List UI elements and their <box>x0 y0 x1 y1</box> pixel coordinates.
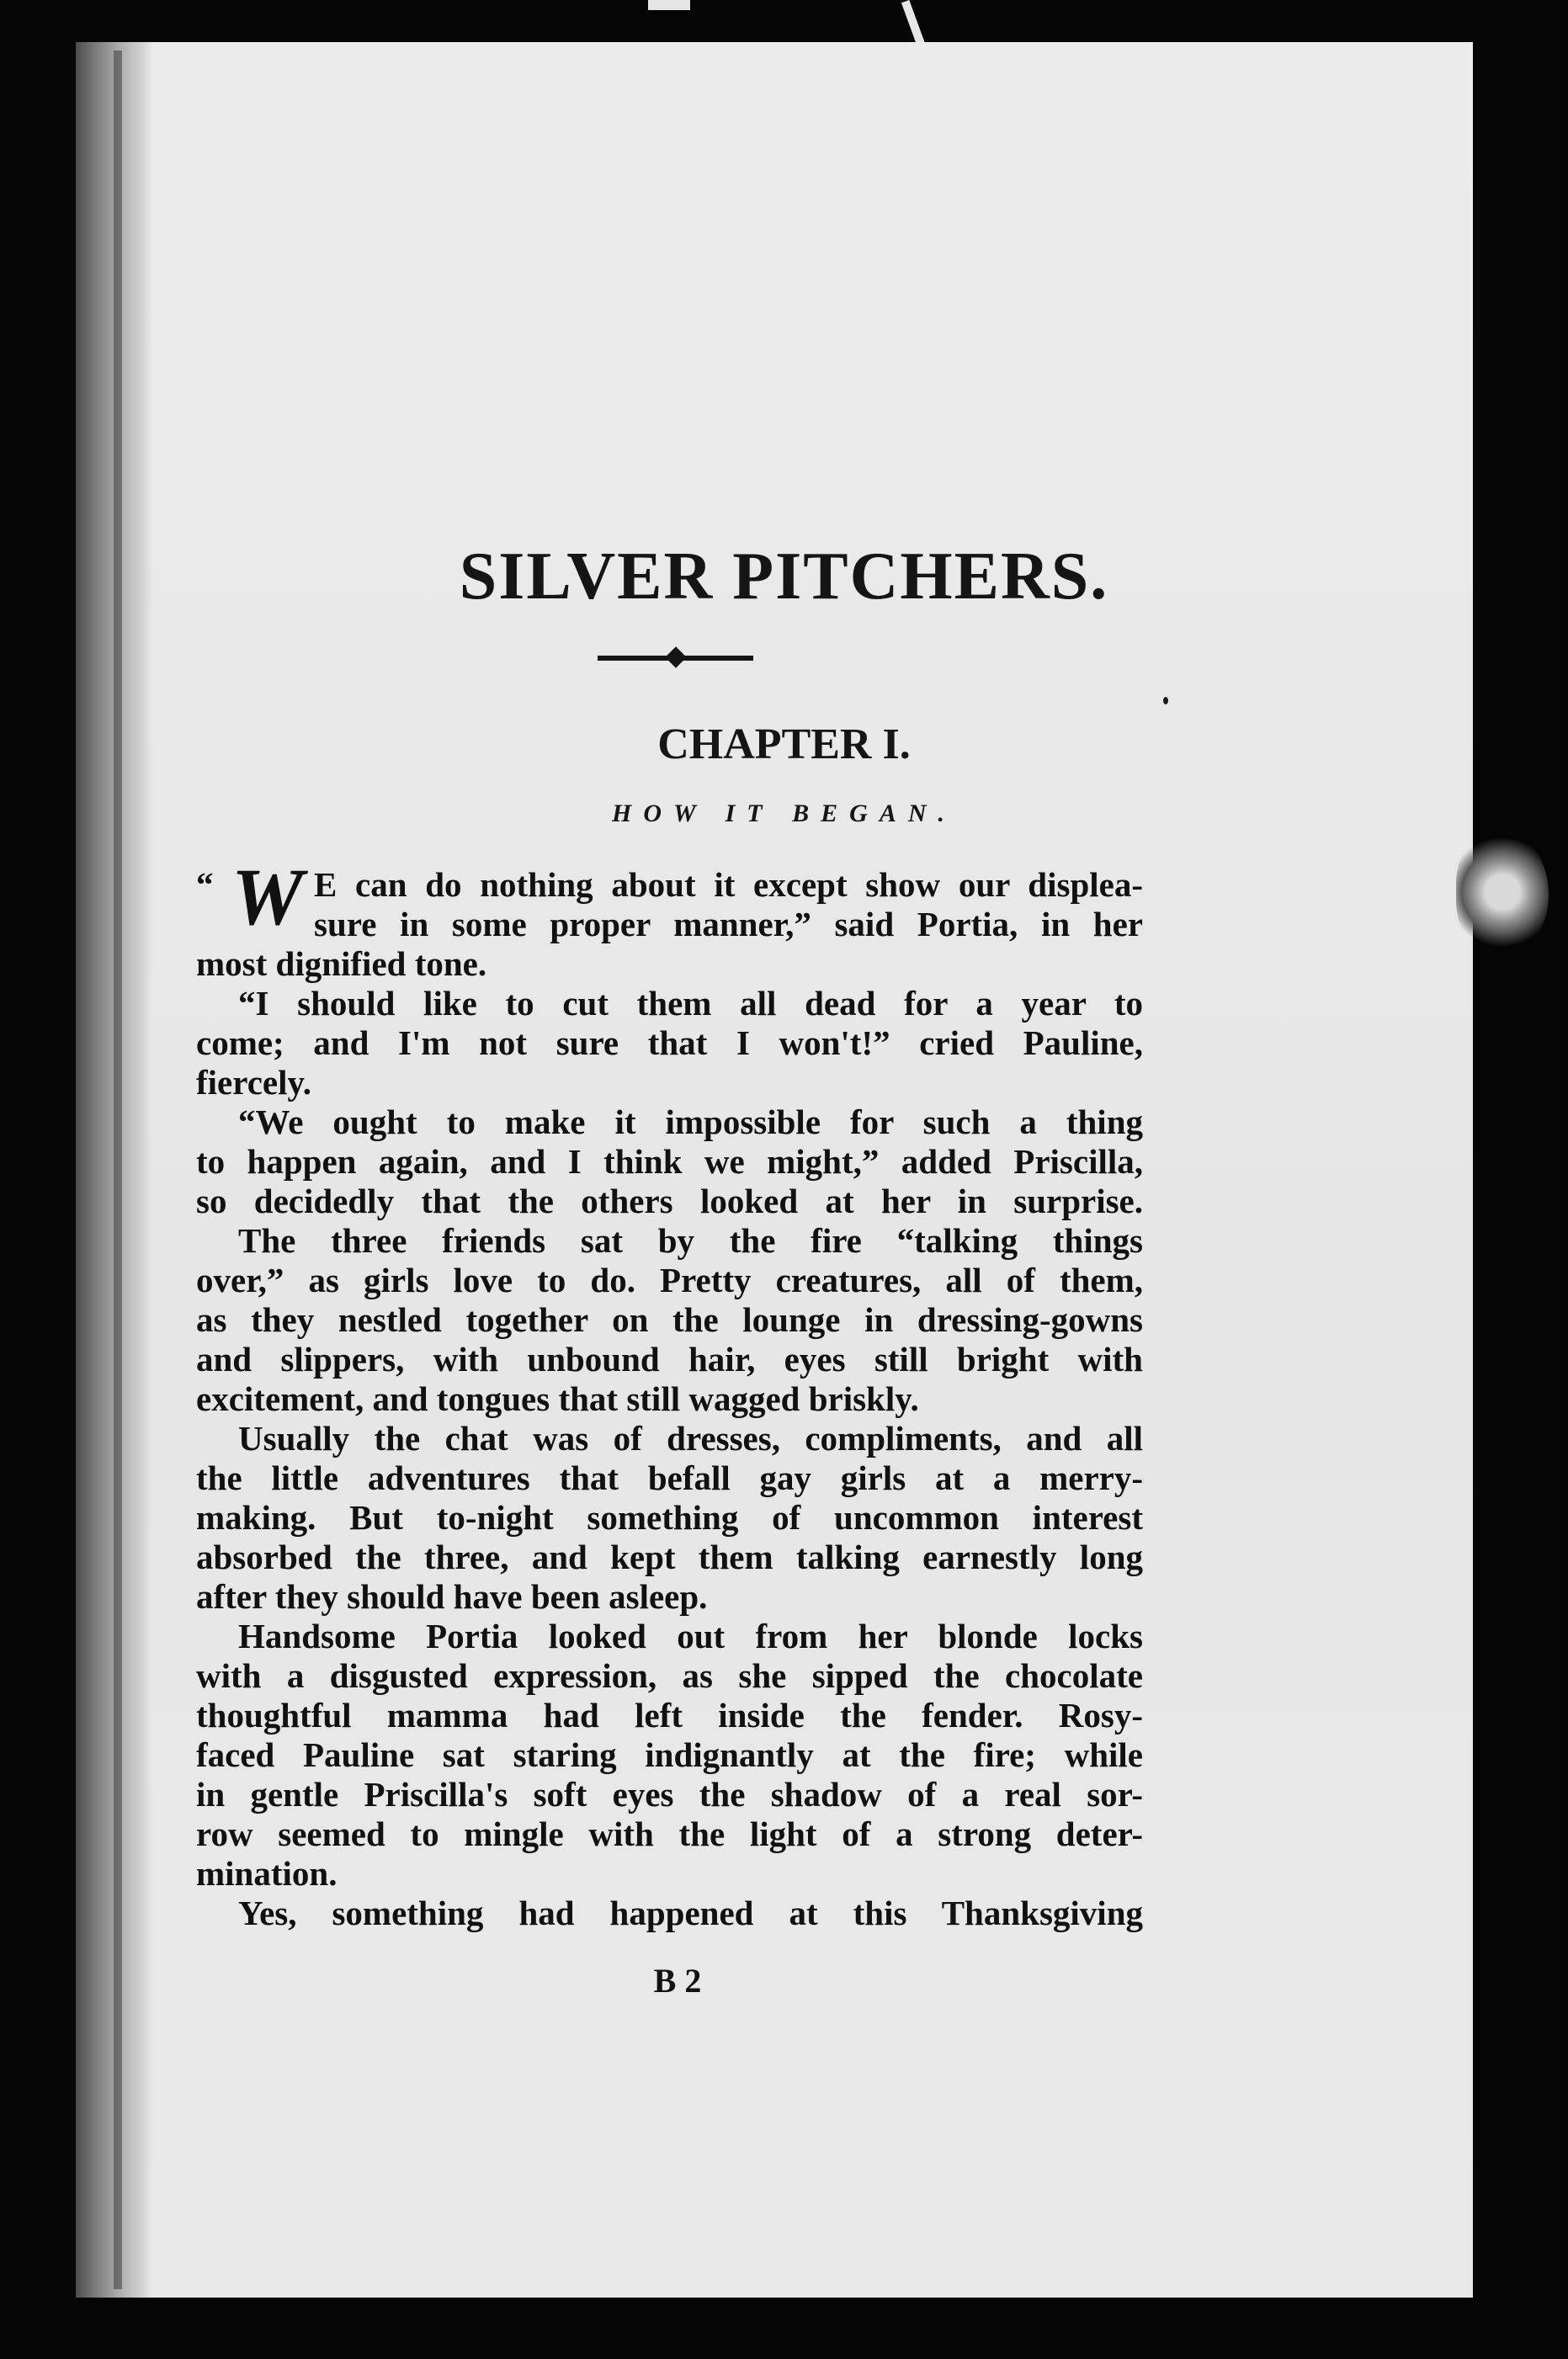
text-line: so decidedly that the others looked at her in surprise. <box>196 1182 1143 1220</box>
paper-damage-spot <box>1456 829 1549 955</box>
text-line: Usually the chat was of dresses, compliments, and all <box>238 1419 1143 1458</box>
text-line: come; and I'm not sure that I won't!” cried Pauline, <box>196 1023 1143 1062</box>
binding-edge <box>114 50 122 2289</box>
chapter-heading: CHAPTER I. <box>657 720 911 768</box>
open-quote: “ <box>196 865 214 904</box>
ink-speck <box>1163 697 1168 704</box>
text-line: to happen again, and I think we might,” added Priscilla, <box>196 1142 1143 1181</box>
page-edge-mark <box>901 0 925 46</box>
text-line: Handsome Portia looked out from her blonde locks <box>238 1617 1143 1655</box>
text-line: in gentle Priscilla's soft eyes the shadow of a real sor- <box>196 1775 1143 1814</box>
chapter-subtitle: HOW IT BEGAN. <box>612 800 956 827</box>
text-line: the little adventures that befall gay girls at a merry- <box>196 1458 1143 1497</box>
text-line: “We ought to make it impossible for such a thing <box>238 1102 1143 1141</box>
text-line: row seemed to mingle with the light of a strong deter- <box>196 1814 1143 1853</box>
text-line: “I should like to cut them all dead for a year to <box>238 984 1143 1023</box>
text-line: and slippers, with unbound hair, eyes still bright with <box>196 1340 1143 1379</box>
drop-cap: W <box>231 852 304 942</box>
text-line: over,” as girls love to do. Pretty creatures, all of them, <box>196 1261 1143 1299</box>
text-line: making. But to-night something of uncommon interest <box>196 1498 1143 1537</box>
page-edge-mark <box>648 0 690 10</box>
text-line: thoughtful mamma had left inside the fender. Rosy- <box>196 1696 1143 1735</box>
text-line: fiercely. <box>196 1063 311 1102</box>
text-line: after they should have been asleep. <box>196 1577 708 1616</box>
text-line: with a disgusted expression, as she sipped the chocolate <box>196 1656 1143 1695</box>
text-line: Yes, something had happened at this Thanksgiving <box>238 1894 1143 1932</box>
text-line: sure in some proper manner,” said Portia, in her <box>314 905 1143 943</box>
text-line: as they nestled together on the lounge in dressing-gowns <box>196 1300 1143 1339</box>
text-line-content: E can do nothing about it except show our displea- <box>314 865 1143 904</box>
book-title: SILVER PITCHERS. <box>459 539 1109 614</box>
text-line: absorbed the three, and kept them talking earnestly long <box>196 1538 1143 1576</box>
text-line: faced Pauline sat staring indignantly at the fire; while <box>196 1735 1143 1774</box>
text-line: most dignified tone. <box>196 944 487 983</box>
text-line: excitement, and tongues that still wagged briskly. <box>196 1379 919 1418</box>
text-line: mination. <box>196 1854 338 1893</box>
signature-mark: B 2 <box>653 1962 702 2000</box>
chapter-text <box>196 852 1143 1933</box>
text-line: The three friends sat by the fire “talking things <box>238 1221 1143 1260</box>
